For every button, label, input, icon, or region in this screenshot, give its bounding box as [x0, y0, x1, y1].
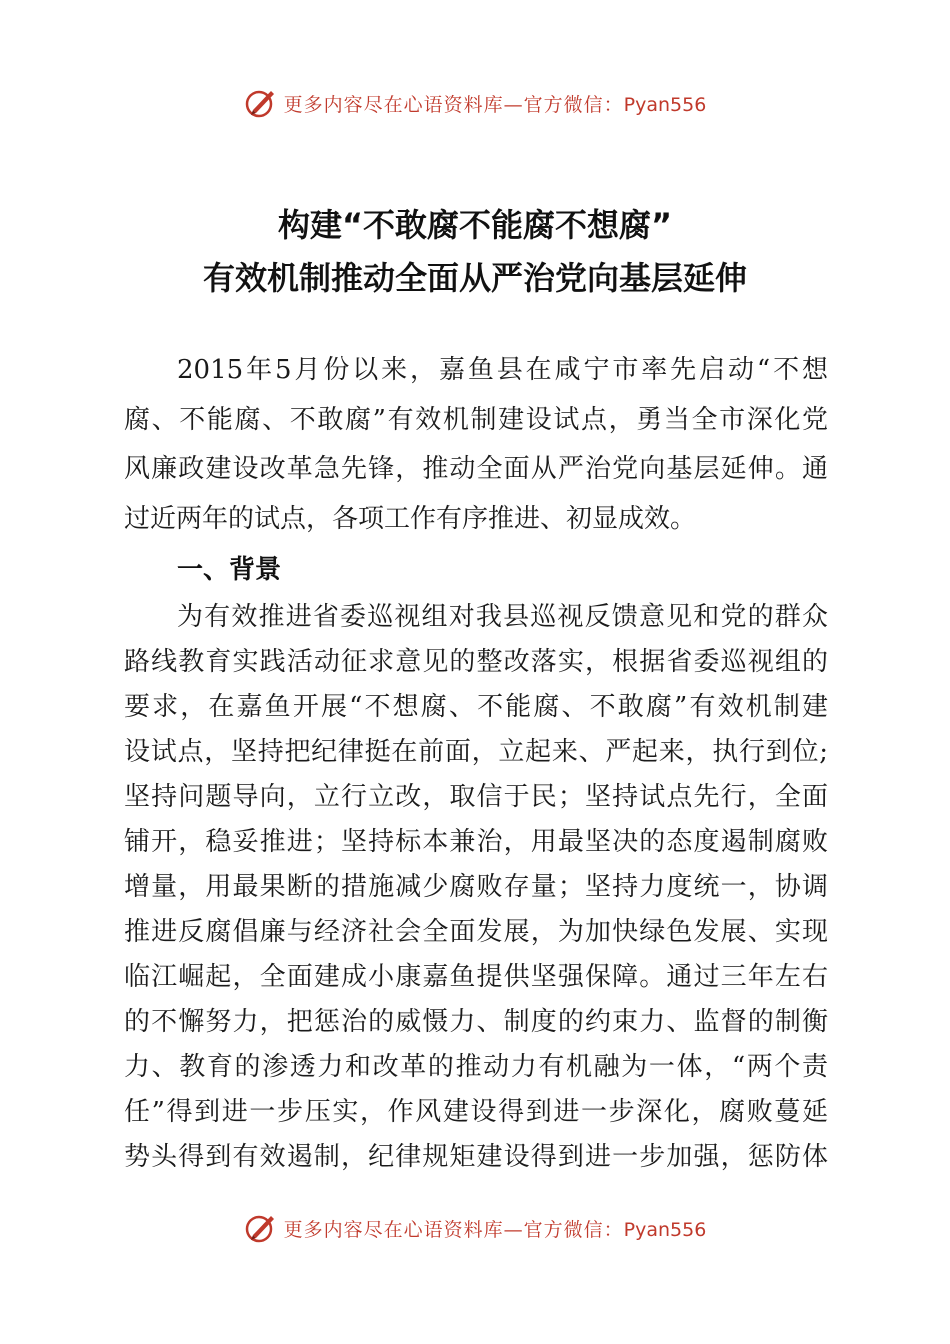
section1-line-1: 为有效推进省委巡视组对我县巡视反馈意见和党的群众 — [177, 602, 828, 632]
pen-logo-icon — [244, 86, 278, 120]
document-title-line-2: 有效机制推动全面从严治党向基层延伸 — [202, 259, 747, 297]
section1-line-5: 坚持问题导向，立行立改，取信于民；坚持试点先行，全面 — [124, 782, 828, 812]
watermark-text: 更多内容尽在心语资料库—官方微信：Pyan556 — [283, 93, 707, 116]
watermark-handle: Pyan556 — [623, 1218, 707, 1241]
watermark-banner-bottom — [0, 1208, 950, 1248]
section1-line-12: 任”得到进一步压实，作风建设得到进一步深化，腐败蔓延 — [124, 1097, 828, 1127]
section1-line-7: 增量，用最果断的措施减少腐败存量；坚持力度统一，协调 — [124, 872, 828, 902]
section1-line-13: 势头得到有效遏制，纪律规矩建设得到进一步加强，惩防体 — [124, 1142, 828, 1172]
section1-line-3: 要求，在嘉鱼开展“不想腐、不能腐、不敢腐”有效机制建 — [124, 692, 828, 722]
section1-line-6: 铺开，稳妥推进；坚持标本兼治，用最坚决的态度遏制腐败 — [124, 827, 828, 857]
section1-line-11: 力、教育的渗透力和改革的推动力有机融为一体，“两个责 — [124, 1052, 828, 1082]
section1-line-8: 推进反腐倡廉与经济社会全面发展，为加快绿色发展、实现 — [124, 917, 828, 947]
intro-line-4: 过近两年的试点，各项工作有序推进、初显成效。 — [124, 504, 697, 534]
section-heading-background: 一、背景 — [177, 555, 282, 585]
intro-line-1: 2015年5月份以来，嘉鱼县在咸宁市率先启动“不想 — [177, 355, 828, 385]
section1-line-10: 的不懈努力，把惩治的威慑力、制度的约束力、监督的制衡 — [124, 1007, 828, 1037]
watermark-handle: Pyan556 — [623, 93, 707, 116]
watermark-banner-top — [0, 83, 950, 123]
section1-line-2: 路线教育实践活动征求意见的整改落实，根据省委巡视组的 — [124, 647, 828, 677]
document-title-line-1: 构建“不敢腐不能腐不想腐” — [277, 206, 673, 244]
intro-line-3: 风廉政建设改革急先锋，推动全面从严治党向基层延伸。通 — [124, 454, 828, 484]
pen-logo-icon — [244, 1211, 278, 1245]
watermark-text: 更多内容尽在心语资料库—官方微信：Pyan556 — [283, 1218, 707, 1241]
section1-line-4: 设试点，坚持把纪律挺在前面，立起来、严起来，执行到位; — [124, 737, 828, 767]
section1-line-9: 临江崛起，全面建成小康嘉鱼提供坚强保障。通过三年左右 — [124, 962, 828, 992]
intro-line-2: 腐、不能腐、不敢腐”有效机制建设试点，勇当全市深化党 — [124, 405, 828, 435]
